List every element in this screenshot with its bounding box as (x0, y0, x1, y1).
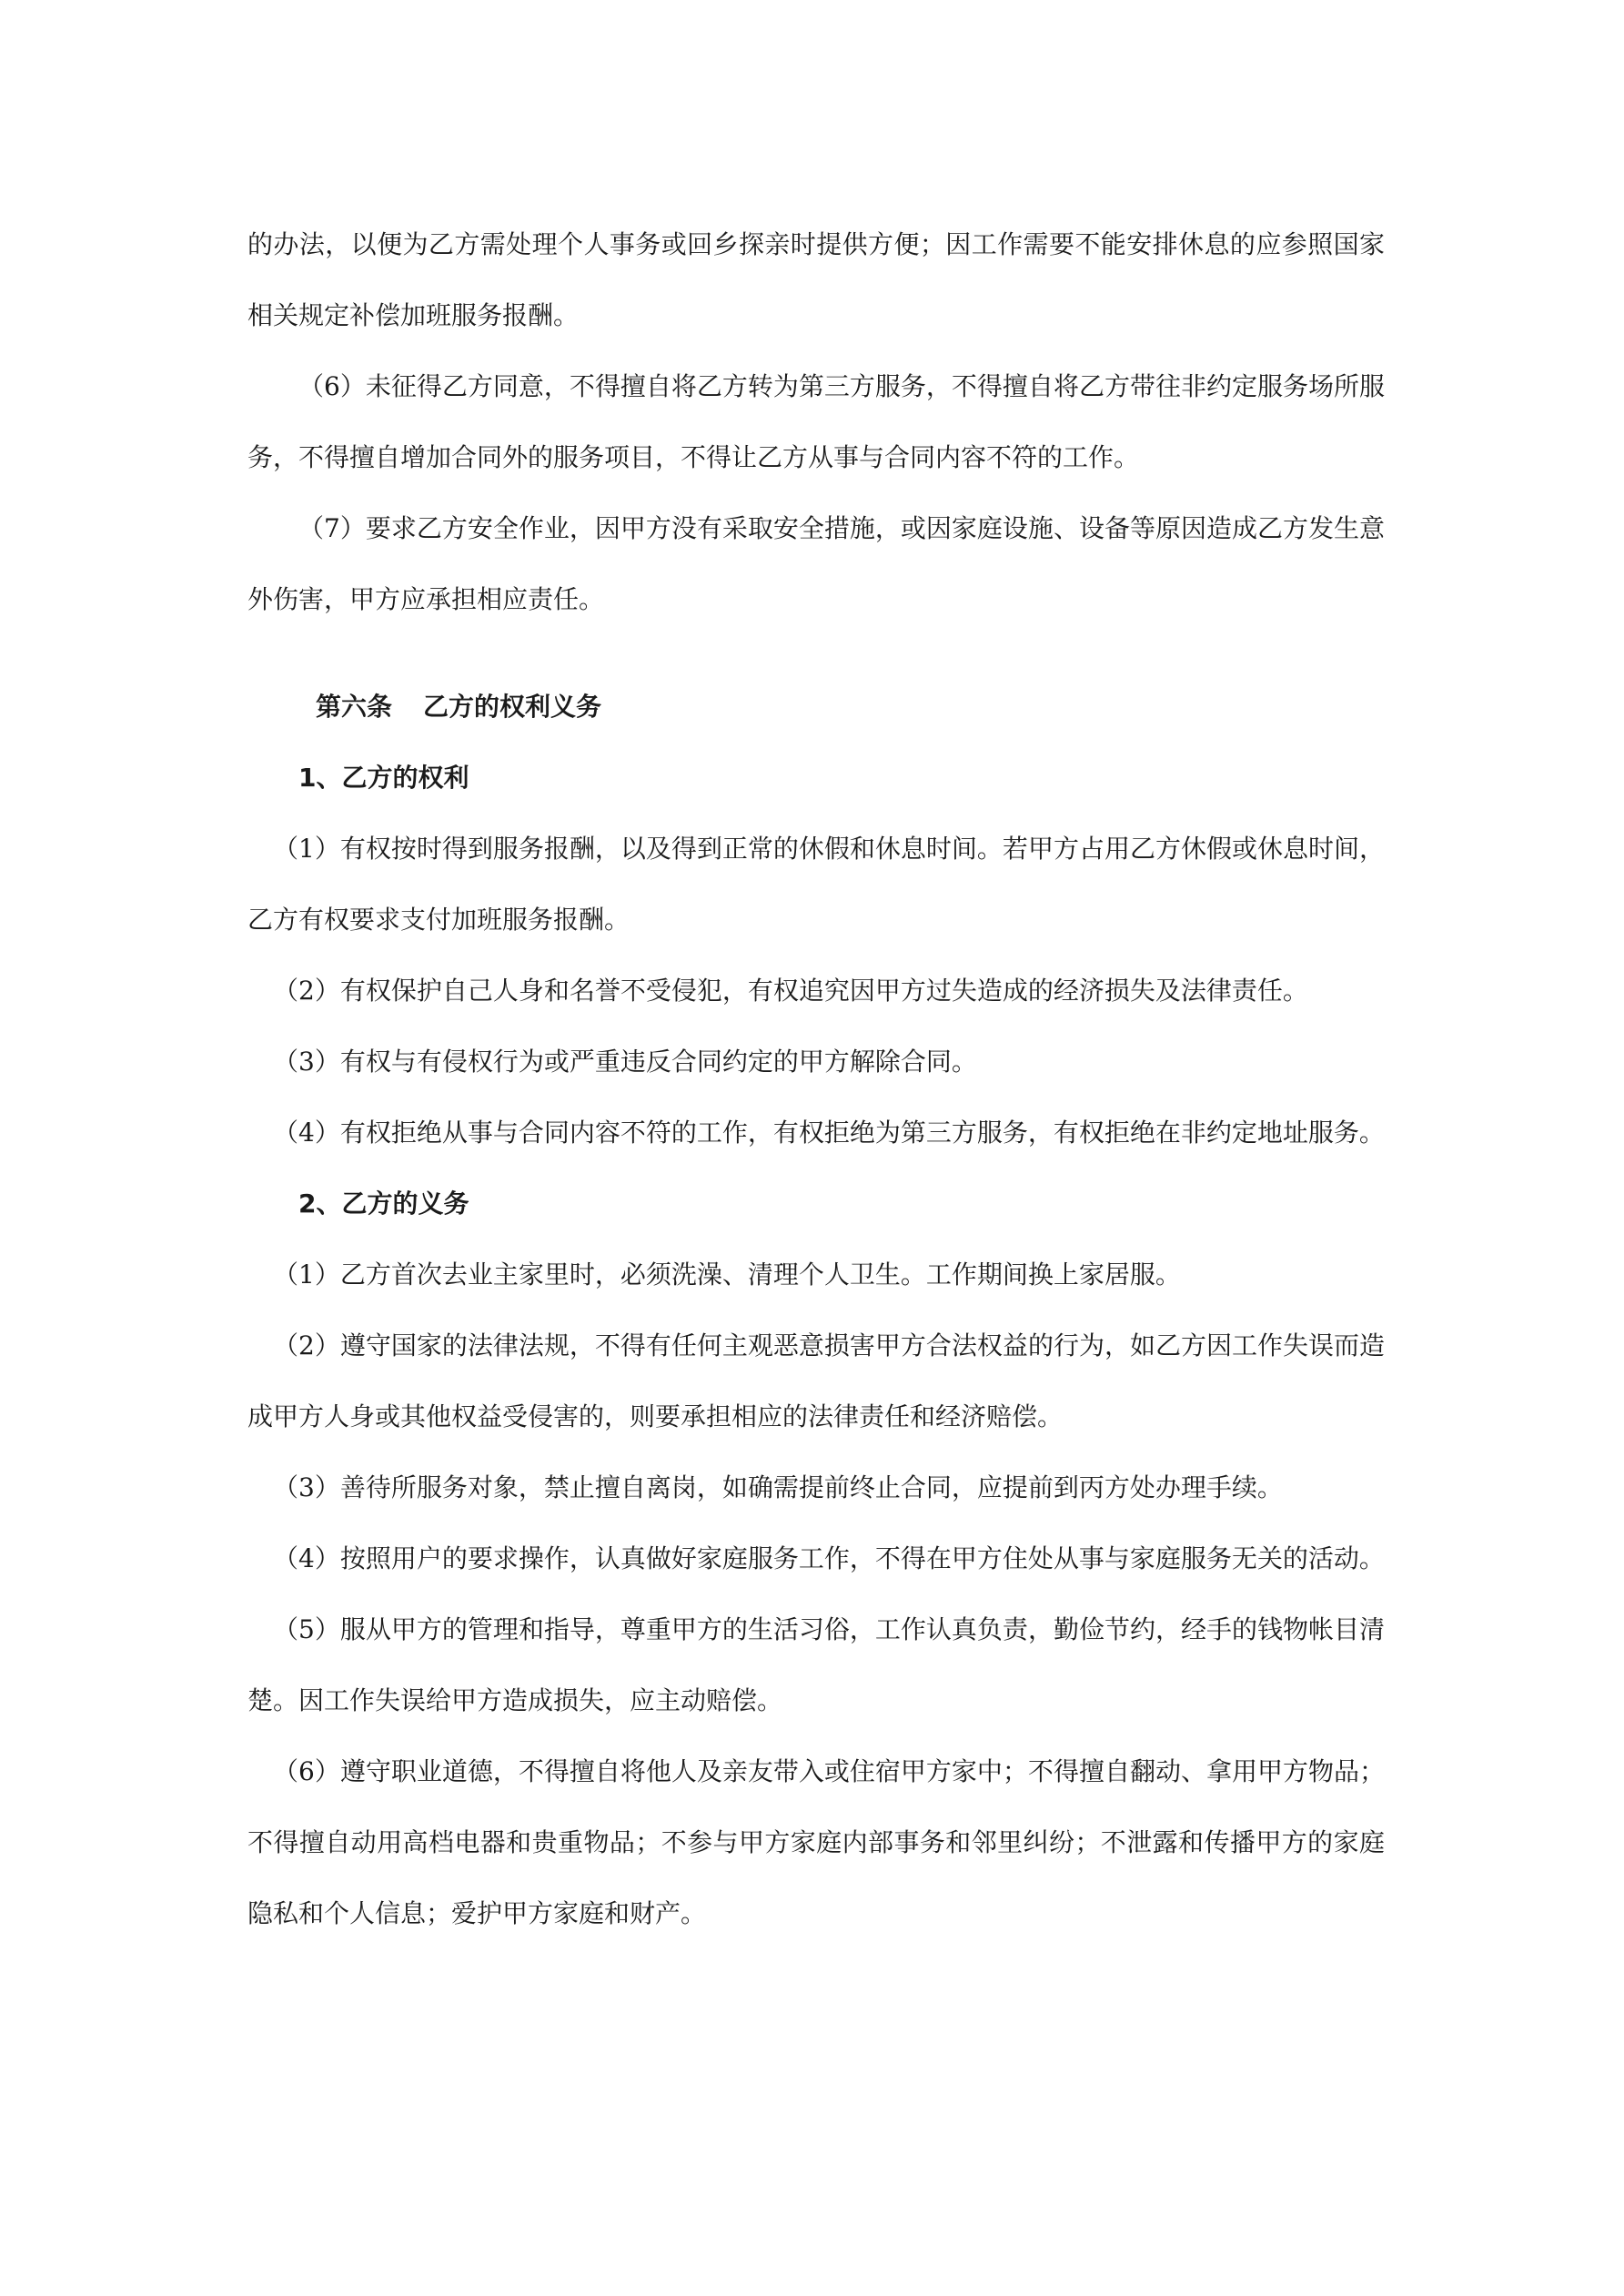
obligations-item-1: （1）乙方首次去业主家里时，必须洗澡、清理个人卫生。工作期间换上家居服。 (273, 1259, 1181, 1290)
rights-item-3: （3）有权与有侵权行为或严重违反合同约定的甲方解除合同。 (273, 1047, 977, 1077)
obligations-item-5: （5）服从甲方的管理和指导，尊重甲方的生活习俗，工作认真负责，勤俭节约，经手的钱物帐目清楚。因工作失误给甲方造成损失，应主动赔偿。 (247, 1614, 1385, 1715)
obligations-item-3: （3）善待所服务对象，禁止擅自离岗，如确需提前终止合同，应提前到丙方处办理手续。 (273, 1472, 1283, 1502)
obligations-item-6: （6）遵守职业道德，不得擅自将他人及亲友带入或住宿甲方家中；不得擅自翻动、拿用甲方物品；不得擅自动用高档电器和贵重物品；不参与甲方家庭内部事务和邻里纠纷；不泄露和传播甲方的家庭隐私和个人信息；爱护甲方家庭和财产。 (247, 1756, 1385, 1928)
paragraph-continuation: 的办法，以便为乙方需处理个人事务或回乡探亲时提供方便；因工作需要不能安排休息的应参照国家相关规定补偿加班服务报酬。 (247, 229, 1385, 330)
rights-item-1: （1）有权按时得到服务报酬，以及得到正常的休假和休息时间。若甲方占用乙方休假或休息时间，乙方有权要求支付加班服务报酬。 (247, 834, 1385, 935)
rights-item-2: （2）有权保护自己人身和名誉不受侵犯，有权追究因甲方过失造成的经济损失及法律责任。 (273, 976, 1308, 1006)
article-number: 第六条 (316, 692, 393, 722)
obligations-item-2: （2）遵守国家的法律法规，不得有任何主观恶意损害甲方合法权益的行为，如乙方因工作失误而造成甲方人身或其他权益受侵害的，则要承担相应的法律责任和经济赔偿。 (247, 1330, 1385, 1431)
document-body (247, 209, 1385, 1949)
article-6-heading (247, 672, 1385, 743)
obligations-item-4: （4）按照用户的要求操作，认真做好家庭服务工作，不得在甲方住处从事与家庭服务无关的活动。 (273, 1543, 1385, 1573)
rights-item-4: （4）有权拒绝从事与合同内容不符的工作，有权拒绝为第三方服务，有权拒绝在非约定地址服务。 (273, 1118, 1385, 1148)
paragraph-party-a-item-6: （6）未征得乙方同意，不得擅自将乙方转为第三方服务，不得擅自将乙方带往非约定服务场所服务，不得擅自增加合同外的服务项目，不得让乙方从事与合同内容不符的工作。 (247, 371, 1385, 472)
paragraph-party-a-item-7: （7）要求乙方安全作业，因甲方没有采取安全措施，或因家庭设施、设备等原因造成乙方发生意外伤害，甲方应承担相应责任。 (247, 513, 1385, 614)
section-rights-heading: 1、乙方的权利 (298, 763, 469, 793)
section-obligations-heading: 2、乙方的义务 (298, 1188, 469, 1219)
article-title: 乙方的权利义务 (423, 692, 602, 722)
